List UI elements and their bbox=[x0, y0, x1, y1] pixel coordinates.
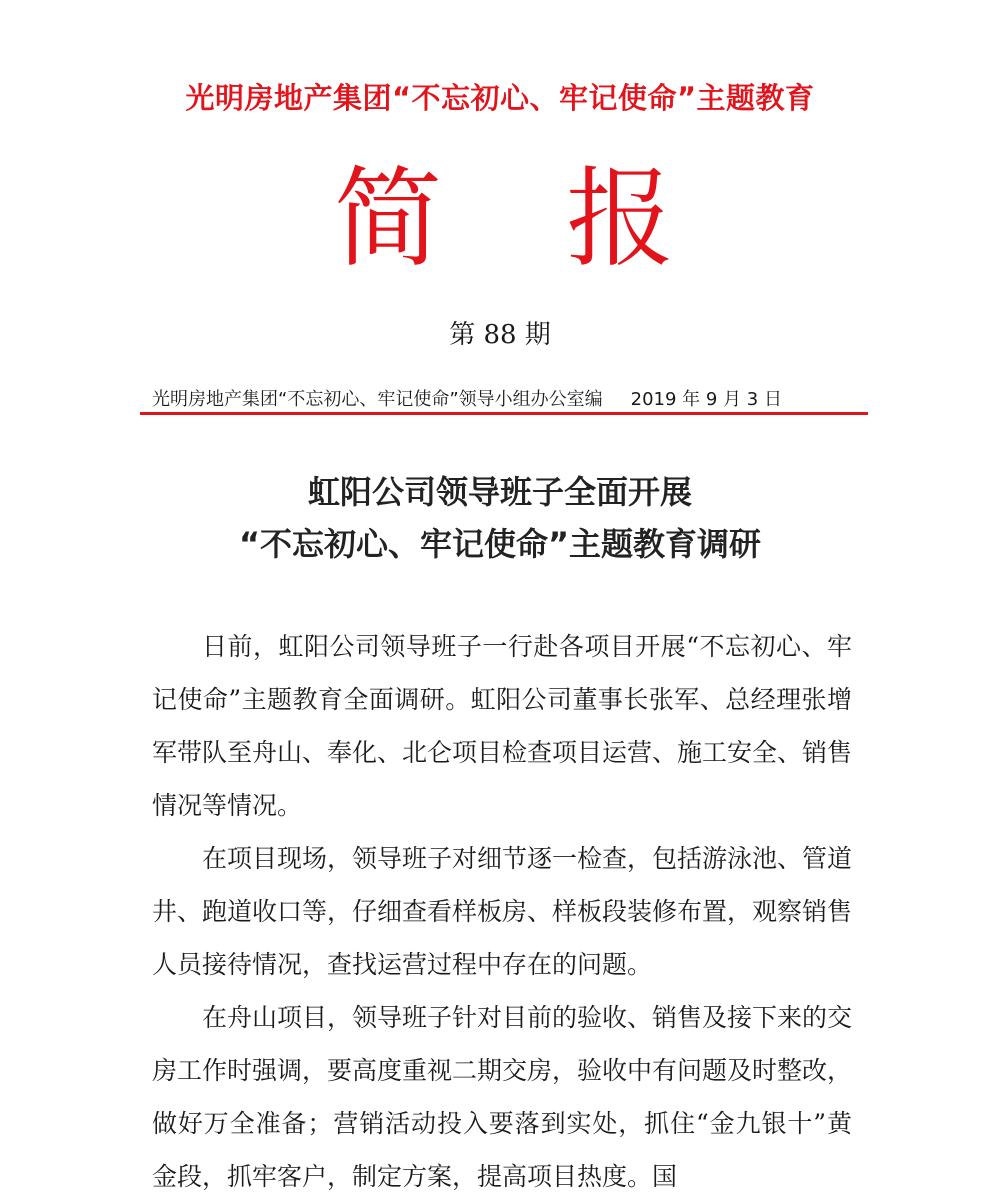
masthead-char-bao: 报 bbox=[566, 157, 675, 282]
editor-line: 光明房地产集团“不忘初心、牢记使命”领导小组办公室编 bbox=[152, 389, 603, 410]
paragraph-2: 在项目现场，领导班子对细节逐一检查，包括游泳池、管道井、跑道收口等，仔细查看样板房、样板段装修布置，观察销售人员接待情况，查找运营过程中存在的问题。 bbox=[152, 844, 853, 979]
org-title: 光明房地产集团“不忘初心、牢记使命”主题教育 bbox=[185, 81, 815, 115]
issue-date: 2019 年 9 月 3 日 bbox=[630, 389, 782, 410]
article-body bbox=[152, 620, 852, 1192]
paragraph-3: 在舟山项目，领导班子针对目前的验收、销售及接下来的交房工作时强调，要高度重视二期交房，验收中有问题及时整改，做好万全准备；营销活动投入要落到实处，抓住“金九银十”黄金段，抓牢客户，制定方案，提高项目热度。国 bbox=[152, 1003, 853, 1191]
paragraph-1: 日前，虹阳公司领导班子一行赴各项目开展“不忘初心、牢记使命”主题教育全面调研。虹阳公司董事长张军、总经理张增军带队至舟山、奉化、北仑项目检查项目运营、施工安全、销售情况等情况。 bbox=[152, 632, 853, 820]
masthead-char-jian: 简 bbox=[334, 157, 443, 282]
masthead bbox=[0, 157, 1000, 282]
byline bbox=[152, 385, 852, 411]
article-title-line-1: 虹阳公司领导班子全面开展 bbox=[307, 473, 692, 511]
red-divider bbox=[140, 412, 868, 415]
article-title-line-2: “不忘初心、牢记使命”主题教育调研 bbox=[238, 525, 762, 563]
article-title bbox=[0, 466, 1000, 570]
issue-number: 第 88 期 bbox=[449, 320, 551, 350]
